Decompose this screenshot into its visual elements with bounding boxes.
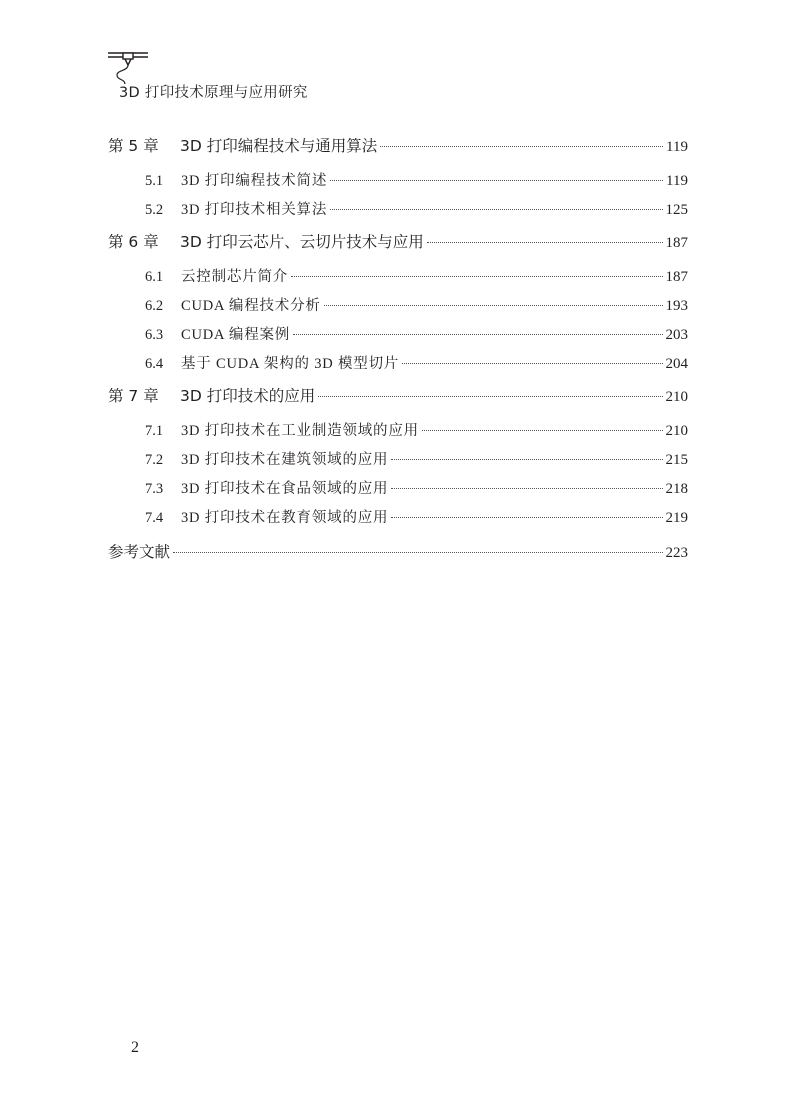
book-title: 3D 打印技术原理与应用研究 bbox=[119, 85, 308, 101]
page-number: 193 bbox=[665, 298, 688, 314]
chapter-number: 第 7 章 bbox=[108, 387, 159, 405]
section-title: 3D 打印技术在工业制造领域的应用 bbox=[181, 423, 419, 439]
section-number: 5.1 bbox=[145, 173, 164, 189]
section-title: CUDA 编程案例 bbox=[181, 327, 291, 343]
chapter-title: 3D 打印编程技术与通用算法 bbox=[180, 137, 378, 155]
section-title: CUDA 编程技术分析 bbox=[181, 298, 321, 314]
page-number: 187 bbox=[665, 269, 688, 285]
section-number: 6.4 bbox=[145, 356, 164, 372]
section-title: 3D 打印技术在建筑领域的应用 bbox=[181, 452, 389, 468]
toc-section-5-1[interactable] bbox=[108, 166, 688, 195]
section-number: 6.1 bbox=[145, 269, 164, 285]
page-number: 204 bbox=[665, 356, 688, 372]
page-number: 215 bbox=[665, 452, 688, 468]
dot-leader bbox=[391, 488, 662, 489]
page-number: 210 bbox=[665, 389, 688, 405]
page-number: 210 bbox=[665, 423, 688, 439]
chapter-number: 第 5 章 bbox=[108, 137, 159, 155]
dot-leader bbox=[380, 146, 663, 147]
table-of-contents bbox=[108, 128, 688, 572]
dot-leader bbox=[293, 334, 662, 335]
references-title: 参考文献 bbox=[108, 543, 171, 561]
toc-section-7-4[interactable] bbox=[108, 503, 688, 532]
toc-references[interactable] bbox=[108, 534, 688, 572]
dot-leader bbox=[391, 459, 662, 460]
dot-leader bbox=[318, 396, 662, 397]
toc-section-7-3[interactable] bbox=[108, 474, 688, 503]
dot-leader bbox=[324, 305, 663, 306]
toc-chapter-5[interactable] bbox=[108, 128, 688, 166]
chapter-title: 3D 打印技术的应用 bbox=[180, 387, 316, 405]
page-number: 203 bbox=[665, 327, 688, 343]
page-number: 223 bbox=[665, 545, 688, 561]
dot-leader bbox=[291, 276, 662, 277]
section-number: 7.3 bbox=[145, 481, 164, 497]
section-title: 云控制芯片简介 bbox=[181, 269, 289, 285]
section-number: 7.4 bbox=[145, 510, 164, 526]
page-number: 119 bbox=[666, 173, 688, 189]
section-title: 3D 打印编程技术简述 bbox=[181, 173, 328, 189]
toc-section-6-3[interactable] bbox=[108, 320, 688, 349]
section-number: 7.2 bbox=[145, 452, 164, 468]
section-number: 6.2 bbox=[145, 298, 164, 314]
page-number: 218 bbox=[665, 481, 688, 497]
toc-section-6-2[interactable] bbox=[108, 291, 688, 320]
section-title: 3D 打印技术在食品领域的应用 bbox=[181, 481, 389, 497]
page-number: 219 bbox=[665, 510, 688, 526]
section-title: 3D 打印技术相关算法 bbox=[181, 202, 328, 218]
running-header bbox=[107, 44, 367, 104]
toc-section-6-4[interactable] bbox=[108, 349, 688, 378]
page-number: 125 bbox=[665, 202, 688, 218]
page-number: 187 bbox=[665, 235, 688, 251]
section-title: 3D 打印技术在教育领域的应用 bbox=[181, 510, 389, 526]
footer-page-number: 2 bbox=[131, 1039, 139, 1056]
toc-chapter-6[interactable] bbox=[108, 224, 688, 262]
section-number: 6.3 bbox=[145, 327, 164, 343]
toc-section-7-1[interactable] bbox=[108, 416, 688, 445]
chapter-title: 3D 打印云芯片、云切片技术与应用 bbox=[180, 233, 424, 251]
section-number: 7.1 bbox=[145, 423, 164, 439]
chapter-number: 第 6 章 bbox=[108, 233, 159, 251]
dot-leader bbox=[173, 552, 662, 553]
toc-chapter-7[interactable] bbox=[108, 378, 688, 416]
section-number: 5.2 bbox=[145, 202, 164, 218]
dot-leader bbox=[330, 209, 662, 210]
dot-leader bbox=[330, 180, 663, 181]
dot-leader bbox=[427, 242, 663, 243]
dot-leader bbox=[391, 517, 662, 518]
section-title: 基于 CUDA 架构的 3D 模型切片 bbox=[181, 356, 400, 372]
dot-leader bbox=[422, 430, 663, 431]
dot-leader bbox=[402, 363, 662, 364]
toc-section-7-2[interactable] bbox=[108, 445, 688, 474]
page-number: 119 bbox=[666, 139, 688, 155]
toc-section-6-1[interactable] bbox=[108, 262, 688, 291]
toc-section-5-2[interactable] bbox=[108, 195, 688, 224]
